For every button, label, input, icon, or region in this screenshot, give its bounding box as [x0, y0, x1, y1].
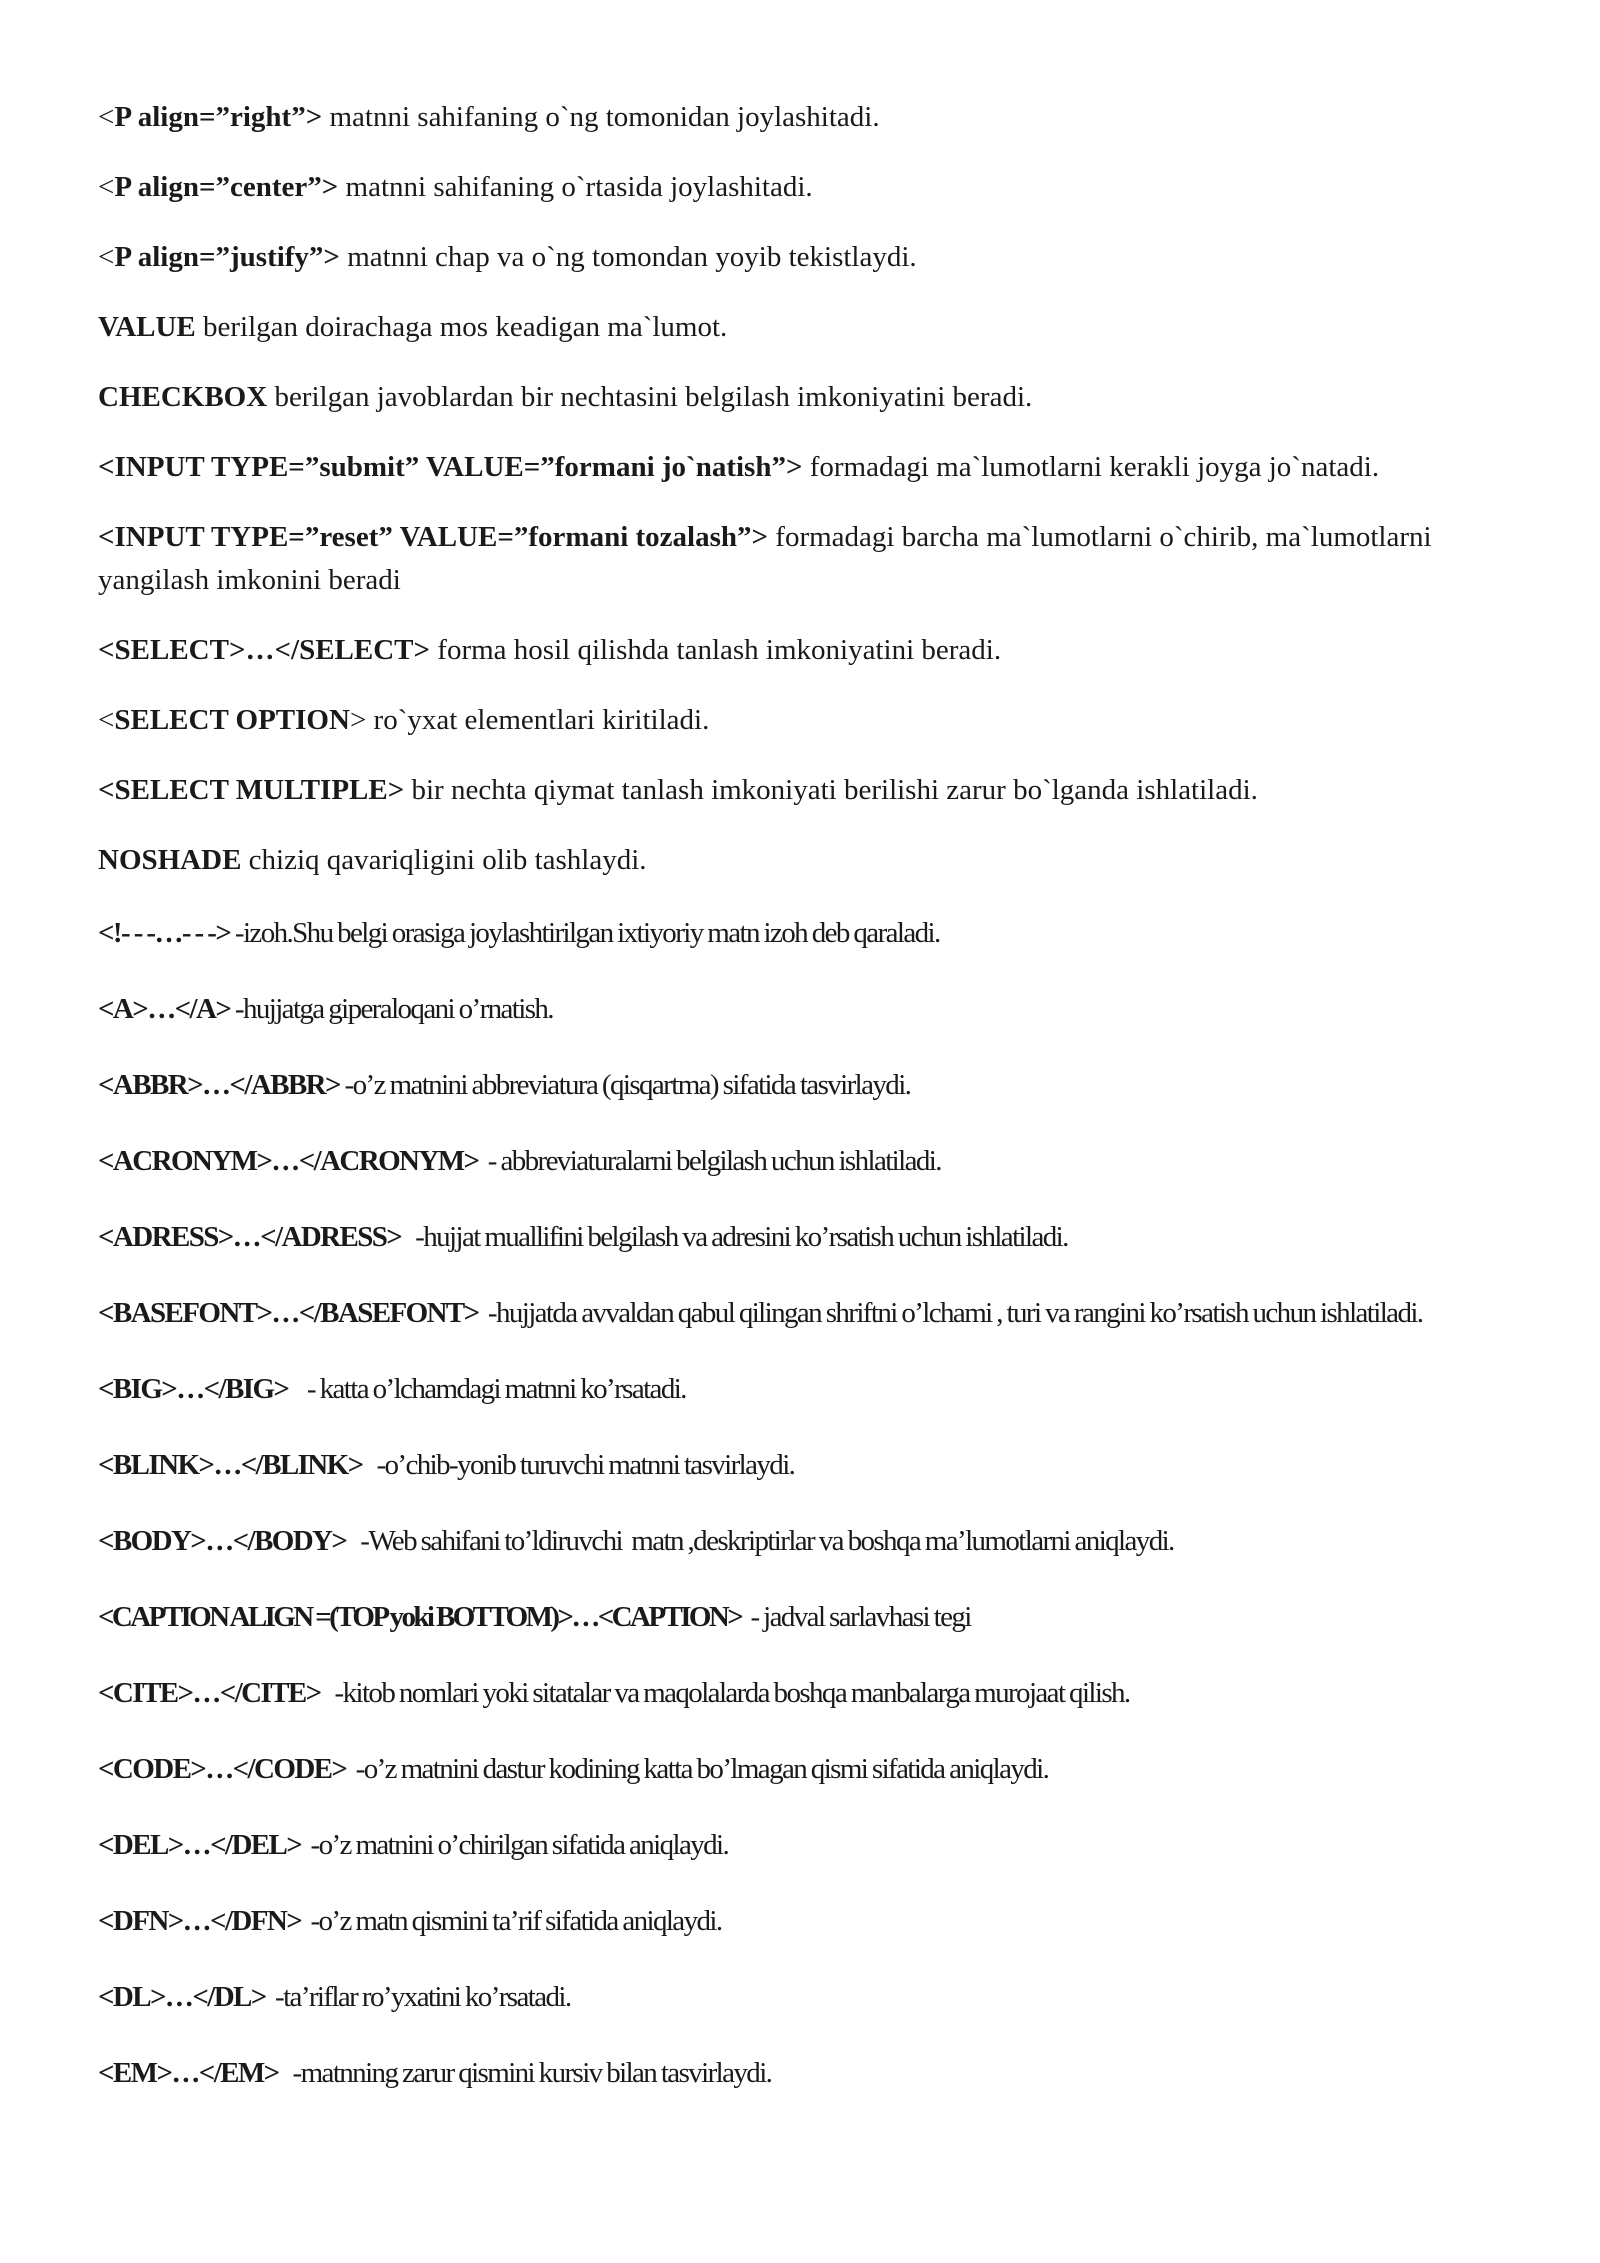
definition-entry [98, 236, 1518, 279]
definition-entry [98, 446, 1518, 489]
form-tags-section [98, 96, 1518, 882]
tag-description: -ta’riflar ro’yxatini ko’rsatadi. [265, 1981, 571, 2013]
tag-name: <ABBR>…</ABBR> [98, 1069, 340, 1101]
definition-entry [98, 1213, 1518, 1261]
tag-description: matnni sahifaning o`ng tomonidan joylashitadi. [322, 101, 880, 133]
tag-name: <EM>…</EM> [98, 2057, 279, 2089]
tag-name: P align=”center”> [114, 171, 339, 203]
definition-entry [98, 1593, 1518, 1641]
tag-description: berilgan javoblardan bir nechtasini belgilash imkoniyatini beradi. [267, 381, 1033, 413]
tag-open-bracket: < [98, 704, 115, 736]
tag-description: - abbreviaturalarni belgilash uchun ishlatiladi. [478, 1145, 941, 1177]
tag-description: > ro`yxat elementlari kiritiladi. [349, 704, 710, 736]
tag-name: <!- - -…- - -> [98, 917, 231, 949]
tag-name: <INPUT TYPE=”submit” VALUE=”formani jo`natish”> [98, 451, 803, 483]
tag-description: berilgan doirachaga mos keadigan ma`lumot. [195, 311, 728, 343]
tag-name: SELECT OPTION [114, 704, 350, 736]
tag-description: -kitob nomlari yoki sitatalar va maqolalarda boshqa manbalarga murojaat qilish. [320, 1677, 1130, 1709]
tag-name: P align=”justify”> [114, 241, 340, 273]
definition-entry [98, 376, 1518, 419]
definition-entry [98, 1061, 1518, 1109]
definition-entry [98, 909, 1518, 957]
definition-entry [98, 306, 1518, 349]
definition-entry [98, 1897, 1518, 1945]
tag-name: P align=”right”> [114, 101, 323, 133]
definition-entry [98, 839, 1518, 882]
tag-description: -o’chib-yonib turuvchi matnni tasvirlaydi. [362, 1449, 795, 1481]
html-tags-reference-list [98, 909, 1518, 2097]
tag-description: - jadval sarlavhasi tegi [741, 1601, 971, 1633]
tag-name: <SELECT MULTIPLE> [98, 774, 405, 806]
tag-description: -hujjatda avvaldan qabul qilingan shriftni o’lchami , turi va rangini ko’rsatish uchun ishlatiladi. [478, 1297, 1423, 1329]
tag-description: bir nechta qiymat tanlash imkoniyati berilishi zarur bo`lganda ishlatiladi. [404, 774, 1258, 806]
tag-description: -o’z matnini abbreviatura (qisqartma) sifatida tasvirlaydi. [339, 1069, 911, 1101]
tag-name: <ACRONYM>…</ACRONYM> [98, 1145, 479, 1177]
tag-description: formadagi ma`lumotlarni kerakli joyga jo`natadi. [802, 451, 1380, 483]
definition-entry [98, 1441, 1518, 1489]
tag-name: <BIG>…</BIG> [98, 1373, 289, 1405]
definition-entry [98, 699, 1518, 742]
definition-entry [98, 1517, 1518, 1565]
definition-entry [98, 1821, 1518, 1869]
tag-name: NOSHADE [98, 844, 242, 876]
tag-name: <BASEFONT>…</BASEFONT> [98, 1297, 479, 1329]
tag-name: <ADRESS>…</ADRESS> [98, 1221, 402, 1253]
tag-name: <INPUT TYPE=”reset” VALUE=”formani tozalash”> [98, 521, 769, 553]
tag-name: CHECKBOX [98, 381, 268, 413]
tag-description: chiziq qavariqligini olib tashlaydi. [241, 844, 647, 876]
tag-name: VALUE [98, 311, 196, 343]
tag-name: <DL>…</DL> [98, 1981, 266, 2013]
tag-description: -matnning zarur qismini kursiv bilan tasvirlaydi. [278, 2057, 772, 2089]
tag-open-bracket: < [98, 101, 115, 133]
definition-entry [98, 769, 1518, 812]
definition-entry [98, 516, 1518, 602]
definition-entry [98, 1973, 1518, 2021]
tag-name: <DFN>…</DFN> [98, 1905, 302, 1937]
definition-entry [98, 96, 1518, 139]
definition-entry [98, 629, 1518, 672]
tag-open-bracket: < [98, 171, 115, 203]
definition-entry [98, 1137, 1518, 1185]
tag-description: - katta o’lchamdagi matnni ko’rsatadi. [288, 1373, 686, 1405]
tag-description: -o’z matnini dastur kodining katta bo’lmagan qismi sifatida aniqlaydi. [346, 1753, 1049, 1785]
tag-name: <SELECT>…</SELECT> [98, 634, 431, 666]
tag-name: <CITE>…</CITE> [98, 1677, 321, 1709]
tag-name: <BODY>…</BODY> [98, 1525, 347, 1557]
definition-entry [98, 1745, 1518, 1793]
tag-name: <CODE>…</CODE> [98, 1753, 347, 1785]
tag-description: -hujjat muallifini belgilash va adresini ko’rsatish uchun ishlatiladi. [401, 1221, 1068, 1253]
tag-name: <A>…</A> [98, 993, 231, 1025]
tag-description: -hujjatga giperaloqani o’rnatish. [230, 993, 553, 1025]
tag-open-bracket: < [98, 241, 115, 273]
tag-description: -Web sahifani to’ldiruvchi matn ,deskriptirlar va boshqa ma’lumotlarni aniqlaydi. [346, 1525, 1174, 1557]
tag-name: <CAPTION ALIGN =(TOP yoki BOTTOM)>…<CAPTION> [98, 1601, 742, 1633]
document-page [98, 96, 1518, 2125]
definition-entry [98, 166, 1518, 209]
tag-name: <BLINK>…</BLINK> [98, 1449, 363, 1481]
definition-entry [98, 1289, 1518, 1337]
tag-description: -izoh.Shu belgi orasiga joylashtirilgan ixtiyoriy matn izoh deb qaraladi. [230, 917, 940, 949]
tag-description: matnni sahifaning o`rtasida joylashitadi. [338, 171, 813, 203]
definition-entry [98, 985, 1518, 1033]
tag-description: formadagi barcha ma`lumotlarni o`chirib, ma`lumotlarni yangilash imkonini beradi [98, 521, 1439, 596]
definition-entry [98, 1669, 1518, 1717]
tag-description: forma hosil qilishda tanlash imkoniyatini beradi. [430, 634, 1002, 666]
tag-description: -o’z matn qismini ta’rif sifatida aniqlaydi. [301, 1905, 722, 1937]
definition-entry [98, 2049, 1518, 2097]
definition-entry [98, 1365, 1518, 1413]
tag-description: matnni chap va o`ng tomondan yoyib tekistlaydi. [339, 241, 917, 273]
tag-description: -o’z matnini o’chirilgan sifatida aniqlaydi. [301, 1829, 729, 1861]
tag-name: <DEL>…</DEL> [98, 1829, 302, 1861]
